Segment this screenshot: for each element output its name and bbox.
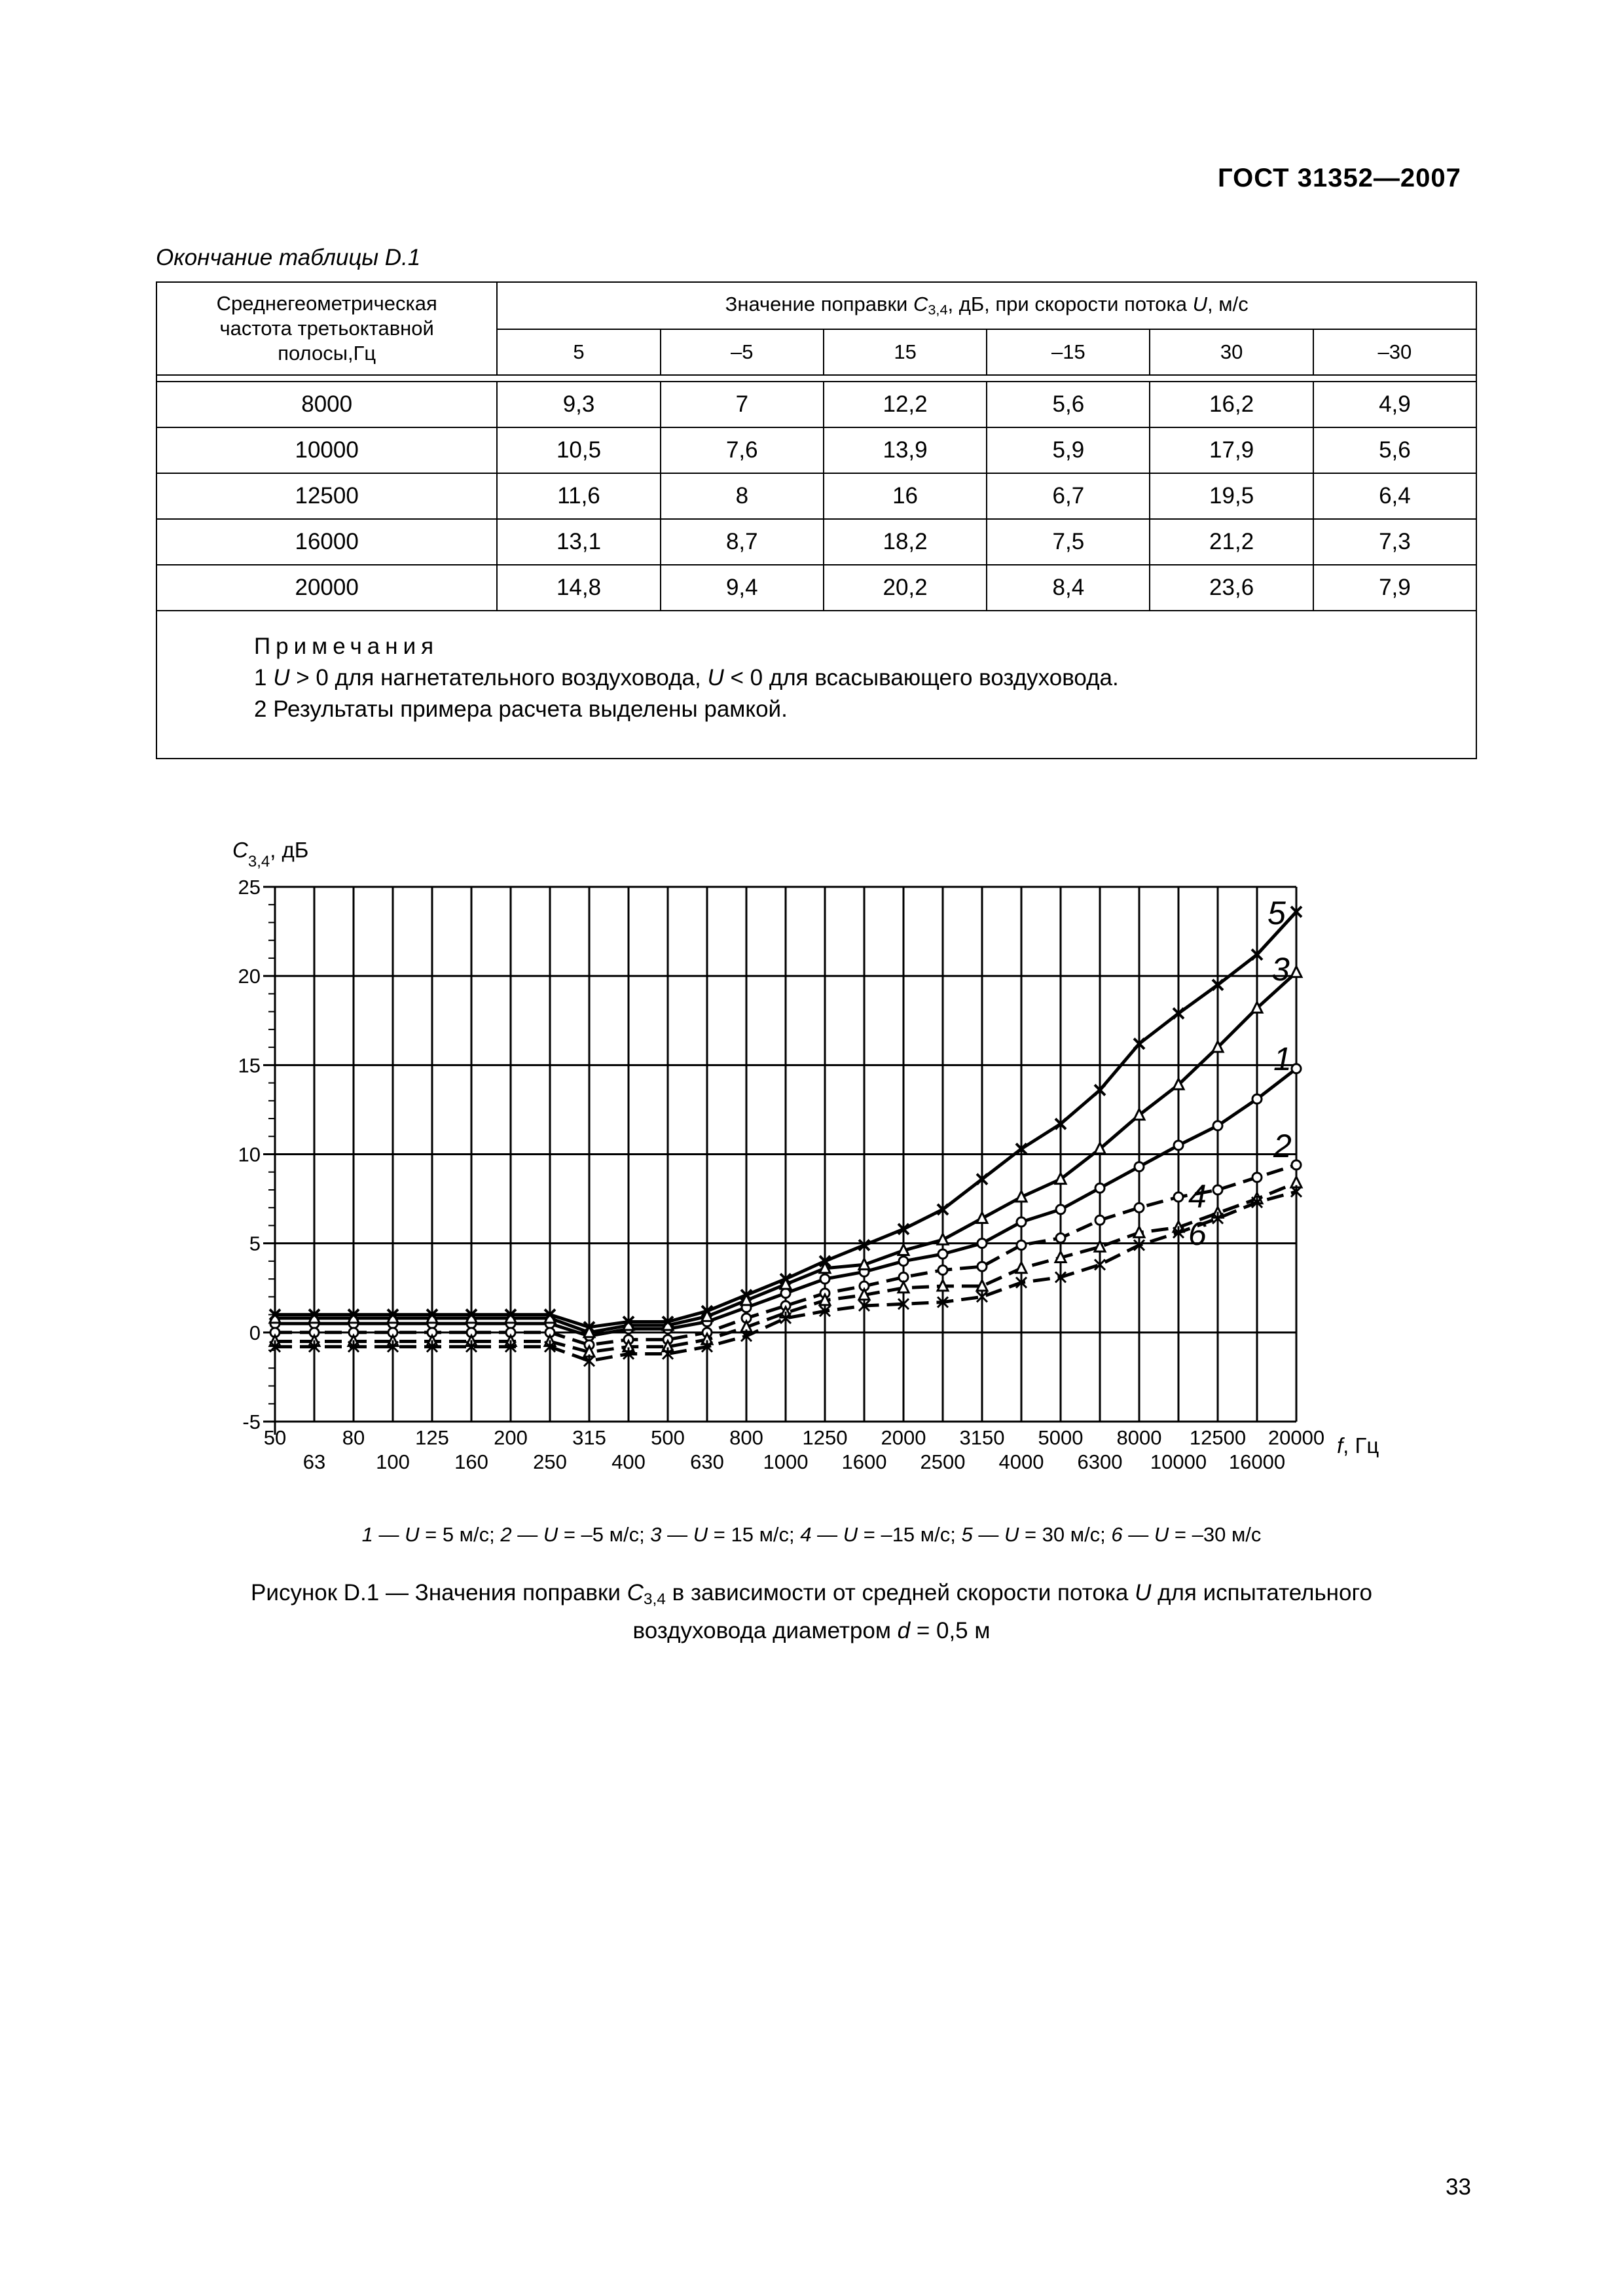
- x-tick-label: 4000: [998, 1450, 1044, 1473]
- x-tick-label: 200: [494, 1426, 528, 1449]
- data-point: [938, 1249, 947, 1259]
- chart-legend: [0, 1523, 1623, 1547]
- value-cell: 8: [661, 473, 824, 519]
- series-label-3: 3: [1271, 951, 1290, 988]
- table-row: [156, 519, 1476, 565]
- x-tick-label: 400: [611, 1450, 646, 1473]
- legend-value: = –30 м/с: [1169, 1523, 1262, 1546]
- correction-chart: [210, 831, 1427, 1499]
- x-tick-label: 800: [729, 1426, 763, 1449]
- y-tick-label: 0: [249, 1321, 261, 1344]
- legend-var: U: [1004, 1523, 1019, 1546]
- y-tick-label: 15: [238, 1054, 261, 1077]
- figure-caption-text: для испытательного: [1151, 1580, 1372, 1605]
- notes-row: [156, 611, 1476, 759]
- x-tick-label: 1000: [763, 1450, 809, 1473]
- legend-value: = –15 м/с;: [858, 1523, 962, 1546]
- data-point: [938, 1234, 948, 1244]
- value-cell: 20,2: [824, 565, 987, 611]
- speed-header: –30: [1313, 329, 1476, 375]
- value-cell: 8,7: [661, 519, 824, 565]
- data-point: [938, 1280, 948, 1291]
- note-1-text-b: < 0 для всасывающего воздуховода.: [723, 665, 1119, 691]
- note-1-var: U: [707, 665, 724, 691]
- legend-number: 6: [1111, 1523, 1123, 1546]
- group-header-unit: , м/с: [1207, 293, 1249, 316]
- y-tick-label: 5: [249, 1232, 261, 1255]
- x-tick-label: 2000: [881, 1426, 926, 1449]
- document-number: ГОСТ 31352—2007: [1218, 164, 1461, 192]
- legend-var: U: [693, 1523, 708, 1546]
- figure-caption-text: воздуховода диаметром: [632, 1618, 898, 1644]
- value-cell: 7: [661, 382, 824, 427]
- table-row: [156, 382, 1476, 427]
- value-cell: 16: [824, 473, 987, 519]
- series-label-5: 5: [1267, 895, 1286, 931]
- data-point: [1174, 1141, 1183, 1150]
- x-axis-label: f, Гц: [1337, 1433, 1379, 1458]
- x-tick-label: 1600: [841, 1450, 887, 1473]
- data-point: [1252, 1094, 1262, 1103]
- x-tick-label: 10000: [1150, 1450, 1207, 1473]
- x-tick-label: 500: [651, 1426, 685, 1449]
- data-point: [1213, 1185, 1222, 1194]
- legend-item: [1111, 1523, 1261, 1546]
- correction-group-header: [497, 282, 1476, 329]
- data-table-container: [156, 281, 1477, 759]
- value-cell: 5,6: [987, 382, 1150, 427]
- figure-caption-var: U: [1135, 1580, 1152, 1605]
- value-cell: 13,9: [824, 427, 987, 473]
- y-tick-label: 25: [238, 876, 261, 899]
- legend-var: U: [843, 1523, 858, 1546]
- data-point: [859, 1259, 869, 1269]
- data-point: [1174, 1193, 1183, 1202]
- data-point: [1292, 1064, 1301, 1073]
- x-tick-label: 250: [533, 1450, 567, 1473]
- speed-header: 15: [824, 329, 987, 375]
- x-tick-label: 8000: [1116, 1426, 1162, 1449]
- group-header-var: U: [1192, 293, 1208, 316]
- data-point: [859, 1289, 869, 1300]
- x-tick-label: 12500: [1189, 1426, 1247, 1449]
- data-point: [820, 1274, 830, 1283]
- notes-title: Примечания: [254, 634, 439, 659]
- table-row: [156, 565, 1476, 611]
- legend-dash: —: [1122, 1523, 1154, 1546]
- data-point: [977, 1290, 987, 1303]
- legend-item: [500, 1523, 650, 1546]
- data-point: [1017, 1217, 1026, 1227]
- group-header-suffix: , дБ, при скорости потока: [947, 293, 1193, 316]
- x-tick-label: 50: [263, 1426, 287, 1449]
- legend-value: = 15 м/с;: [708, 1523, 801, 1546]
- table-row: [156, 473, 1476, 519]
- data-point: [1056, 1205, 1065, 1214]
- group-header-sub: 3,4: [928, 301, 948, 318]
- legend-item: [800, 1523, 961, 1546]
- figure-caption-text: в зависимости от средней скорости потока: [665, 1580, 1135, 1605]
- figure-caption-text: Рисунок D.1 — Значения поправки: [251, 1580, 627, 1605]
- value-cell: 11,6: [497, 473, 660, 519]
- legend-number: 2: [500, 1523, 512, 1546]
- figure-caption-sub: 3,4: [643, 1590, 666, 1609]
- y-axis-label: $C_{3,4}$, дБ: [232, 838, 309, 870]
- legend-var: U: [543, 1523, 558, 1546]
- x-tick-label: 1250: [802, 1426, 848, 1449]
- legend-item: [362, 1523, 501, 1546]
- freq-cell: 10000: [156, 427, 497, 473]
- note-1: [254, 665, 1119, 691]
- value-cell: 5,9: [987, 427, 1150, 473]
- x-tick-label: 630: [690, 1450, 724, 1473]
- series-label-4: 4: [1188, 1178, 1207, 1215]
- legend-dash: —: [373, 1523, 405, 1546]
- data-point: [1017, 1240, 1026, 1249]
- data-point: [898, 1245, 909, 1255]
- figure-caption: [0, 1577, 1623, 1647]
- x-tick-label: 63: [302, 1450, 326, 1473]
- x-tick-label: 2500: [920, 1450, 966, 1473]
- note-1-var: U: [273, 665, 290, 691]
- speed-header: –5: [661, 329, 824, 375]
- legend-value: = –5 м/с;: [558, 1523, 651, 1546]
- value-cell: 21,2: [1150, 519, 1313, 565]
- value-cell: 7,5: [987, 519, 1150, 565]
- value-cell: 6,7: [987, 473, 1150, 519]
- x-tick-label: 16000: [1228, 1450, 1286, 1473]
- correction-table: [156, 281, 1477, 759]
- data-point: [1016, 1191, 1027, 1202]
- table-caption: Окончание таблицы D.1: [156, 245, 421, 270]
- freq-header-line-2: частота третьоктавной: [219, 317, 434, 340]
- table-row: [156, 427, 1476, 473]
- legend-dash: —: [811, 1523, 843, 1546]
- data-point: [1291, 967, 1302, 977]
- x-tick-label: 3150: [959, 1426, 1005, 1449]
- legend-value: = 5 м/с;: [419, 1523, 501, 1546]
- group-header-prefix: Значение поправки: [725, 293, 913, 316]
- table-header-separator: [156, 375, 1476, 382]
- figure-caption-var: d: [897, 1618, 911, 1644]
- y-tick-label: 10: [238, 1143, 261, 1166]
- data-point: [977, 1280, 987, 1291]
- data-point: [977, 1262, 987, 1271]
- data-point: [781, 1289, 790, 1298]
- legend-item: [961, 1523, 1111, 1546]
- data-point: [1095, 1183, 1104, 1193]
- data-point: [1056, 1233, 1065, 1242]
- value-cell: 10,5: [497, 427, 660, 473]
- data-point: [977, 1213, 987, 1223]
- value-cell: 14,8: [497, 565, 660, 611]
- data-point: [1135, 1203, 1144, 1212]
- data-point: [899, 1257, 908, 1266]
- speed-header: –15: [987, 329, 1150, 375]
- freq-header-line-3: полосы,Гц: [278, 342, 376, 365]
- data-point: [977, 1239, 987, 1248]
- freq-cell: 8000: [156, 382, 497, 427]
- data-point: [1055, 1251, 1066, 1262]
- value-cell: 13,1: [497, 519, 660, 565]
- x-tick-label: 315: [572, 1426, 606, 1449]
- legend-dash: —: [972, 1523, 1004, 1546]
- legend-number: 1: [361, 1523, 373, 1546]
- x-tick-label: 125: [415, 1426, 449, 1449]
- value-cell: 19,5: [1150, 473, 1313, 519]
- note-2: 2 Результаты примера расчета выделены рамкой.: [254, 696, 788, 722]
- legend-number: 4: [800, 1523, 812, 1546]
- notes-cell: [156, 611, 1476, 759]
- x-tick-label: 5000: [1038, 1426, 1084, 1449]
- data-point: [1213, 1121, 1222, 1130]
- data-point: [898, 1282, 909, 1293]
- x-axis: [264, 1426, 1324, 1473]
- value-cell: 16,2: [1150, 382, 1313, 427]
- data-point: [1134, 1227, 1144, 1237]
- legend-dash: —: [661, 1523, 693, 1546]
- chart-grid: [263, 887, 1296, 1422]
- freq-cell: 16000: [156, 519, 497, 565]
- y-tick-label: 20: [238, 965, 261, 988]
- figure-caption-symbol: C: [627, 1580, 644, 1605]
- data-point: [1016, 1263, 1027, 1273]
- value-cell: 5,6: [1313, 427, 1476, 473]
- legend-var: U: [1154, 1523, 1169, 1546]
- legend-number: 3: [650, 1523, 662, 1546]
- value-cell: 7,3: [1313, 519, 1476, 565]
- value-cell: 12,2: [824, 382, 987, 427]
- value-cell: 8,4: [987, 565, 1150, 611]
- note-1-text-a: > 0 для нагнетательного воздуховода,: [289, 665, 708, 691]
- data-point: [1095, 1215, 1104, 1225]
- value-cell: 6,4: [1313, 473, 1476, 519]
- legend-item: [650, 1523, 800, 1546]
- data-point: [1292, 1160, 1301, 1170]
- series-label-6: 6: [1188, 1215, 1207, 1252]
- data-point: [938, 1266, 947, 1275]
- value-cell: 9,4: [661, 565, 824, 611]
- value-cell: 7,9: [1313, 565, 1476, 611]
- note-1-number: 1: [254, 665, 274, 691]
- data-point: [1252, 1173, 1262, 1182]
- series-label-1: 1: [1273, 1041, 1292, 1077]
- legend-value: = 30 м/с;: [1019, 1523, 1112, 1546]
- value-cell: 23,6: [1150, 565, 1313, 611]
- x-tick-label: 100: [376, 1450, 410, 1473]
- value-cell: 9,3: [497, 382, 660, 427]
- value-cell: 18,2: [824, 519, 987, 565]
- legend-var: U: [405, 1523, 420, 1546]
- freq-header-line-1: Среднегеометрическая: [216, 292, 437, 315]
- freq-cell: 20000: [156, 565, 497, 611]
- speed-header: 30: [1150, 329, 1313, 375]
- legend-number: 5: [961, 1523, 973, 1546]
- legend-dash: —: [511, 1523, 543, 1546]
- data-point: [1135, 1162, 1144, 1172]
- speed-header: 5: [497, 329, 660, 375]
- y-tick-label: -5: [242, 1410, 261, 1433]
- value-cell: 17,9: [1150, 427, 1313, 473]
- series-label-2: 2: [1273, 1128, 1292, 1164]
- freq-cell: 12500: [156, 473, 497, 519]
- group-header-symbol: C: [913, 293, 928, 316]
- value-cell: 7,6: [661, 427, 824, 473]
- page-number: 33: [1446, 2174, 1471, 2200]
- x-tick-label: 80: [342, 1426, 365, 1449]
- freq-column-header: [156, 282, 497, 375]
- x-tick-label: 6300: [1077, 1450, 1123, 1473]
- x-tick-label: 20000: [1267, 1426, 1325, 1449]
- value-cell: 4,9: [1313, 382, 1476, 427]
- figure-caption-text: = 0,5 м: [910, 1618, 991, 1644]
- x-tick-label: 160: [454, 1450, 488, 1473]
